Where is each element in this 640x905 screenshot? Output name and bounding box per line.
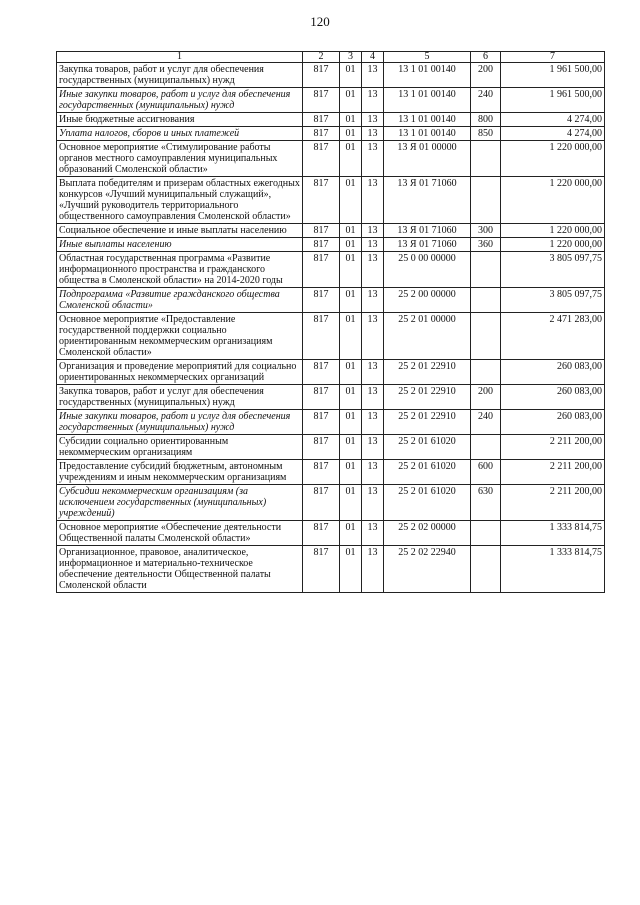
amount-cell: 2 471 283,00 (501, 313, 605, 360)
code-col4-cell: 13 (362, 113, 384, 127)
amount-cell: 3 805 097,75 (501, 252, 605, 288)
code-col3-cell: 01 (340, 177, 362, 224)
code-col4-cell: 13 (362, 360, 384, 385)
header-cell: 3 (340, 52, 362, 63)
amount-cell: 4 274,00 (501, 113, 605, 127)
code-col6-cell: 630 (471, 485, 501, 521)
code-col2-cell: 817 (303, 410, 340, 435)
code-col4-cell: 13 (362, 127, 384, 141)
code-col6-cell: 850 (471, 127, 501, 141)
table-row (57, 385, 605, 410)
code-col3-cell: 01 (340, 238, 362, 252)
table-row (57, 238, 605, 252)
amount-cell: 1 220 000,00 (501, 141, 605, 177)
table-row (57, 113, 605, 127)
code-col4-cell: 13 (362, 252, 384, 288)
code-col4-cell: 13 (362, 313, 384, 360)
code-col5-cell: 25 2 02 00000 (384, 521, 471, 546)
code-col3-cell: 01 (340, 141, 362, 177)
code-col5-cell: 13 Я 01 71060 (384, 224, 471, 238)
amount-cell: 1 961 500,00 (501, 88, 605, 113)
budget-table (56, 51, 605, 593)
table-row (57, 460, 605, 485)
row-name-cell: Основное мероприятие «Предоставление государственной поддержки социально ориентированным некоммерческим организациям Смоленской области» (57, 313, 303, 360)
code-col4-cell: 13 (362, 546, 384, 593)
code-col2-cell: 817 (303, 252, 340, 288)
header-cell: 5 (384, 52, 471, 63)
code-col6-cell: 800 (471, 113, 501, 127)
row-name-cell: Выплата победителям и призерам областных ежегодных конкурсов «Лучший муниципальный служащий», «Лучший руководитель территориального общественного самоуправления Смоленской области» (57, 177, 303, 224)
code-col5-cell: 25 2 01 61020 (384, 460, 471, 485)
code-col4-cell: 13 (362, 141, 384, 177)
amount-cell: 1 220 000,00 (501, 177, 605, 224)
page-number: 120 (310, 14, 330, 29)
code-col5-cell: 25 2 00 00000 (384, 288, 471, 313)
code-col5-cell: 25 2 01 22910 (384, 385, 471, 410)
row-name-cell: Основное мероприятие «Обеспечение деятельности Общественной палаты Смоленской области» (57, 521, 303, 546)
code-col2-cell: 817 (303, 88, 340, 113)
code-col2-cell: 817 (303, 485, 340, 521)
table-row (57, 88, 605, 113)
code-col4-cell: 13 (362, 385, 384, 410)
code-col3-cell: 01 (340, 546, 362, 593)
code-col3-cell: 01 (340, 113, 362, 127)
code-col6-cell (471, 177, 501, 224)
code-col3-cell: 01 (340, 224, 362, 238)
amount-cell: 260 083,00 (501, 385, 605, 410)
row-name-cell: Иные закупки товаров, работ и услуг для обеспечения государственных (муниципальных) нужд (57, 410, 303, 435)
code-col5-cell: 25 2 02 22940 (384, 546, 471, 593)
table-row (57, 435, 605, 460)
code-col3-cell: 01 (340, 288, 362, 313)
code-col5-cell: 25 2 01 22910 (384, 410, 471, 435)
code-col2-cell: 817 (303, 224, 340, 238)
code-col5-cell: 25 2 01 22910 (384, 360, 471, 385)
table-row (57, 224, 605, 238)
code-col3-cell: 01 (340, 252, 362, 288)
code-col2-cell: 817 (303, 63, 340, 88)
code-col2-cell: 817 (303, 385, 340, 410)
code-col5-cell: 13 1 01 00140 (384, 63, 471, 88)
code-col5-cell: 13 1 01 00140 (384, 88, 471, 113)
table-row (57, 360, 605, 385)
amount-cell: 1 220 000,00 (501, 224, 605, 238)
table-row (57, 546, 605, 593)
amount-cell: 260 083,00 (501, 360, 605, 385)
header-cell: 4 (362, 52, 384, 63)
amount-cell: 1 333 814,75 (501, 546, 605, 593)
amount-cell: 1 961 500,00 (501, 63, 605, 88)
code-col4-cell: 13 (362, 435, 384, 460)
code-col3-cell: 01 (340, 88, 362, 113)
code-col2-cell: 817 (303, 288, 340, 313)
row-name-cell: Субсидии социально ориентированным некоммерческим организациям (57, 435, 303, 460)
code-col2-cell: 817 (303, 238, 340, 252)
amount-cell: 3 805 097,75 (501, 288, 605, 313)
code-col4-cell: 13 (362, 63, 384, 88)
row-name-cell: Организация и проведение мероприятий для социально ориентированных некоммерческих организаций (57, 360, 303, 385)
amount-cell: 2 211 200,00 (501, 435, 605, 460)
table-row (57, 141, 605, 177)
code-col2-cell: 817 (303, 141, 340, 177)
code-col3-cell: 01 (340, 460, 362, 485)
code-col6-cell: 240 (471, 88, 501, 113)
code-col6-cell (471, 288, 501, 313)
table-row (57, 485, 605, 521)
code-col4-cell: 13 (362, 485, 384, 521)
table-row (57, 252, 605, 288)
code-col4-cell: 13 (362, 521, 384, 546)
code-col6-cell (471, 521, 501, 546)
code-col5-cell: 25 2 01 00000 (384, 313, 471, 360)
code-col3-cell: 01 (340, 360, 362, 385)
code-col2-cell: 817 (303, 313, 340, 360)
code-col3-cell: 01 (340, 127, 362, 141)
code-col6-cell (471, 252, 501, 288)
code-col4-cell: 13 (362, 238, 384, 252)
code-col4-cell: 13 (362, 288, 384, 313)
code-col4-cell: 13 (362, 224, 384, 238)
code-col5-cell: 13 1 01 00140 (384, 113, 471, 127)
code-col2-cell: 817 (303, 435, 340, 460)
code-col6-cell (471, 546, 501, 593)
row-name-cell: Предоставление субсидий бюджетным, автономным учреждениям и иным некоммерческим организациям (57, 460, 303, 485)
table-row (57, 127, 605, 141)
row-name-cell: Подпрограмма «Развитие гражданского общества Смоленской области» (57, 288, 303, 313)
code-col6-cell (471, 313, 501, 360)
amount-cell: 1 333 814,75 (501, 521, 605, 546)
table-row (57, 288, 605, 313)
row-name-cell: Закупка товаров, работ и услуг для обеспечения государственных (муниципальных) нужд (57, 385, 303, 410)
row-name-cell: Областная государственная программа «Развитие информационного пространства и гражданского общества в Смоленской области» на 2014-2020 годы (57, 252, 303, 288)
code-col2-cell: 817 (303, 546, 340, 593)
row-name-cell: Социальное обеспечение и иные выплаты населению (57, 224, 303, 238)
header-cell: 6 (471, 52, 501, 63)
row-name-cell: Иные закупки товаров, работ и услуг для обеспечения государственных (муниципальных) нужд (57, 88, 303, 113)
code-col6-cell (471, 141, 501, 177)
row-name-cell: Иные бюджетные ассигнования (57, 113, 303, 127)
code-col6-cell: 300 (471, 224, 501, 238)
amount-cell: 1 220 000,00 (501, 238, 605, 252)
table-body (57, 63, 605, 593)
code-col2-cell: 817 (303, 177, 340, 224)
code-col4-cell: 13 (362, 177, 384, 224)
code-col3-cell: 01 (340, 521, 362, 546)
table-row (57, 63, 605, 88)
code-col5-cell: 13 1 01 00140 (384, 127, 471, 141)
code-col5-cell: 13 Я 01 00000 (384, 141, 471, 177)
table-row (57, 410, 605, 435)
code-col2-cell: 817 (303, 113, 340, 127)
row-name-cell: Иные выплаты населению (57, 238, 303, 252)
code-col6-cell: 240 (471, 410, 501, 435)
amount-cell: 2 211 200,00 (501, 460, 605, 485)
code-col2-cell: 817 (303, 521, 340, 546)
header-cell: 1 (57, 52, 303, 63)
header-cell: 2 (303, 52, 340, 63)
code-col6-cell: 600 (471, 460, 501, 485)
code-col5-cell: 25 0 00 00000 (384, 252, 471, 288)
code-col3-cell: 01 (340, 313, 362, 360)
code-col3-cell: 01 (340, 63, 362, 88)
code-col6-cell (471, 435, 501, 460)
table-row (57, 521, 605, 546)
code-col5-cell: 25 2 01 61020 (384, 485, 471, 521)
row-name-cell: Закупка товаров, работ и услуг для обеспечения государственных (муниципальных) нужд (57, 63, 303, 88)
code-col3-cell: 01 (340, 435, 362, 460)
header-cell: 7 (501, 52, 605, 63)
code-col5-cell: 13 Я 01 71060 (384, 177, 471, 224)
row-name-cell: Основное мероприятие «Стимулирование работы органов местного самоуправления муниципальных образований Смоленской области» (57, 141, 303, 177)
code-col3-cell: 01 (340, 485, 362, 521)
code-col6-cell (471, 360, 501, 385)
table-row (57, 177, 605, 224)
code-col6-cell: 200 (471, 63, 501, 88)
row-name-cell: Субсидии некоммерческим организациям (за исключением государственных (муниципальных) учреждений) (57, 485, 303, 521)
code-col3-cell: 01 (340, 410, 362, 435)
code-col5-cell: 13 Я 01 71060 (384, 238, 471, 252)
code-col4-cell: 13 (362, 88, 384, 113)
row-name-cell: Организационное, правовое, аналитическое, информационное и материально-техническое обеспечение деятельности Общественной палаты Смоленской области (57, 546, 303, 593)
code-col6-cell: 200 (471, 385, 501, 410)
code-col2-cell: 817 (303, 127, 340, 141)
code-col6-cell: 360 (471, 238, 501, 252)
code-col3-cell: 01 (340, 385, 362, 410)
amount-cell: 260 083,00 (501, 410, 605, 435)
table-row (57, 313, 605, 360)
code-col5-cell: 25 2 01 61020 (384, 435, 471, 460)
amount-cell: 2 211 200,00 (501, 485, 605, 521)
code-col4-cell: 13 (362, 410, 384, 435)
amount-cell: 4 274,00 (501, 127, 605, 141)
code-col2-cell: 817 (303, 360, 340, 385)
code-col4-cell: 13 (362, 460, 384, 485)
code-col2-cell: 817 (303, 460, 340, 485)
row-name-cell: Уплата налогов, сборов и иных платежей (57, 127, 303, 141)
table-header-row (57, 52, 605, 63)
